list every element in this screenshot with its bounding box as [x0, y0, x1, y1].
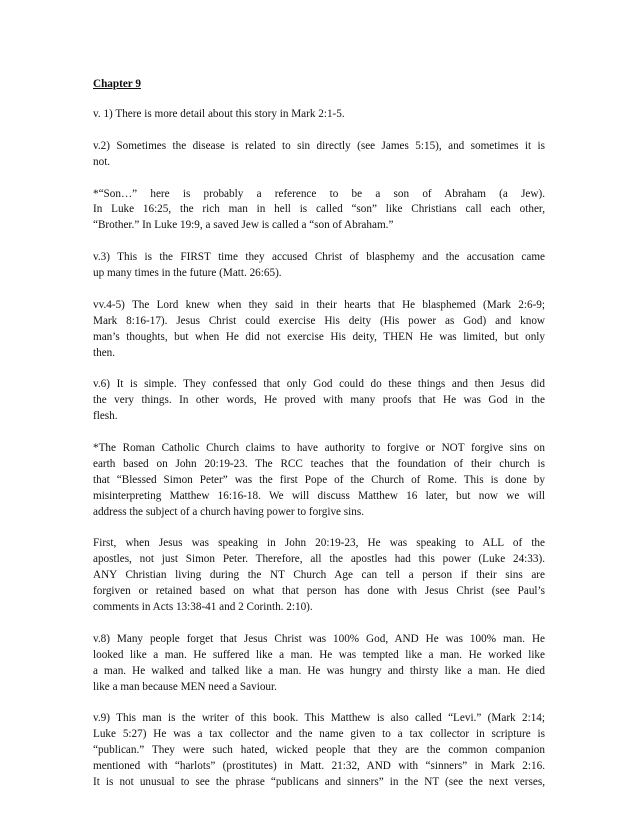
text-line: v.9) This man is the writer of this book. This Matthew is also called “Levi.” (Mark 2:14; [93, 712, 545, 725]
document-page [93, 76, 545, 807]
paragraph [93, 632, 545, 696]
text-line: vv.4-5) The Lord knew when they said in their hearts that He blasphemed (Mark 2:6-9; [93, 298, 545, 311]
text-line: that “Blessed Simon Peter” was the first Pope of the Church of Rome. This is done by [93, 473, 545, 486]
text-line: In Luke 16:25, the rich man in hell is called “son” like Christians call each other, [93, 203, 545, 216]
paragraph-list [93, 107, 545, 791]
paragraph [93, 711, 545, 791]
text-line: apostles, not just Simon Peter. Therefore, all the apostles had this power (Luke 24:33). [93, 553, 545, 566]
text-line: v.8) Many people forget that Jesus Christ was 100% God, AND He was 100% man. He [93, 632, 545, 645]
chapter-heading: Chapter 9 [93, 78, 141, 90]
text-line: forgiven or retained based on what that person has done with Jesus Christ (see Paul’s [93, 585, 545, 598]
text-line: Luke 5:27) He was a tax collector and the name given to a tax collector in scripture is [93, 728, 545, 741]
text-line: earth based on John 20:19-23. The RCC teaches that the foundation of their church is [93, 457, 545, 470]
text-line: comments in Acts 13:38-41 and 2 Corinth. 2:10). [93, 600, 313, 613]
text-line: not. [93, 155, 111, 168]
paragraph [93, 298, 545, 362]
paragraph [93, 107, 545, 123]
text-line: man’s thoughts, but when He did not exercise His deity, THEN He was limited, but only [93, 330, 545, 343]
text-line: v.3) This is the FIRST time they accused Christ of blasphemy and the accusation came [93, 251, 545, 264]
paragraph [93, 187, 545, 235]
text-line: Mark 8:16-17). Jesus Christ could exercise His deity (His power as God) and know [93, 314, 545, 327]
paragraph [93, 139, 545, 171]
text-line: looked like a man. He suffered like a man. He was tempted like a man. He worked like [93, 648, 545, 661]
text-line: a man. He walked and talked like a man. He was hungry and thirsty like a man. He died [93, 664, 545, 677]
paragraph [93, 536, 545, 616]
text-line: flesh. [93, 410, 118, 423]
text-line: like a man because MEN need a Saviour. [93, 680, 277, 693]
text-line: First, when Jesus was speaking in John 20:19-23, He was speaking to ALL of the [93, 537, 545, 550]
text-line: *“Son…” here is probably a reference to be a son of Abraham (a Jew). [93, 187, 545, 200]
paragraph [93, 377, 545, 425]
text-line: ANY Christian living during the NT Church Age can tell a person if their sins are [93, 569, 545, 582]
text-line: address the subject of a church having power to forgive sins. [93, 505, 365, 518]
paragraph [93, 250, 545, 282]
text-line: the very things. In other words, He proved with many proofs that He was God in the [93, 394, 545, 407]
text-line: “publican.” They were such hated, wicked people that they are the common companion [93, 744, 545, 757]
text-line: up many times in the future (Matt. 26:65). [93, 267, 282, 280]
text-line: mentioned with “harlots” (prostitutes) in Matt. 21:32, AND with “sinners” in Mark 2:16. [93, 760, 545, 773]
text-line: then. [93, 346, 116, 359]
text-line: *The Roman Catholic Church claims to have authority to forgive or NOT forgive sins on [93, 441, 545, 454]
text-line: v. 1) There is more detail about this story in Mark 2:1-5. [93, 108, 345, 120]
text-line: v.6) It is simple. They confessed that only God could do these things and then Jesus did [93, 378, 545, 391]
text-line: misinterpreting Matthew 16:16-18. We will discuss Matthew 16 later, but now we will [93, 489, 545, 502]
text-line: v.2) Sometimes the disease is related to sin directly (see James 5:15), and sometimes it is [93, 139, 545, 152]
text-line: It is not unusual to see the phrase “publicans and sinners” in the NT (see the next verses, [93, 775, 545, 788]
text-line: “Brother.” In Luke 19:9, a saved Jew is called a “son of Abraham.” [93, 219, 394, 232]
paragraph [93, 441, 545, 521]
